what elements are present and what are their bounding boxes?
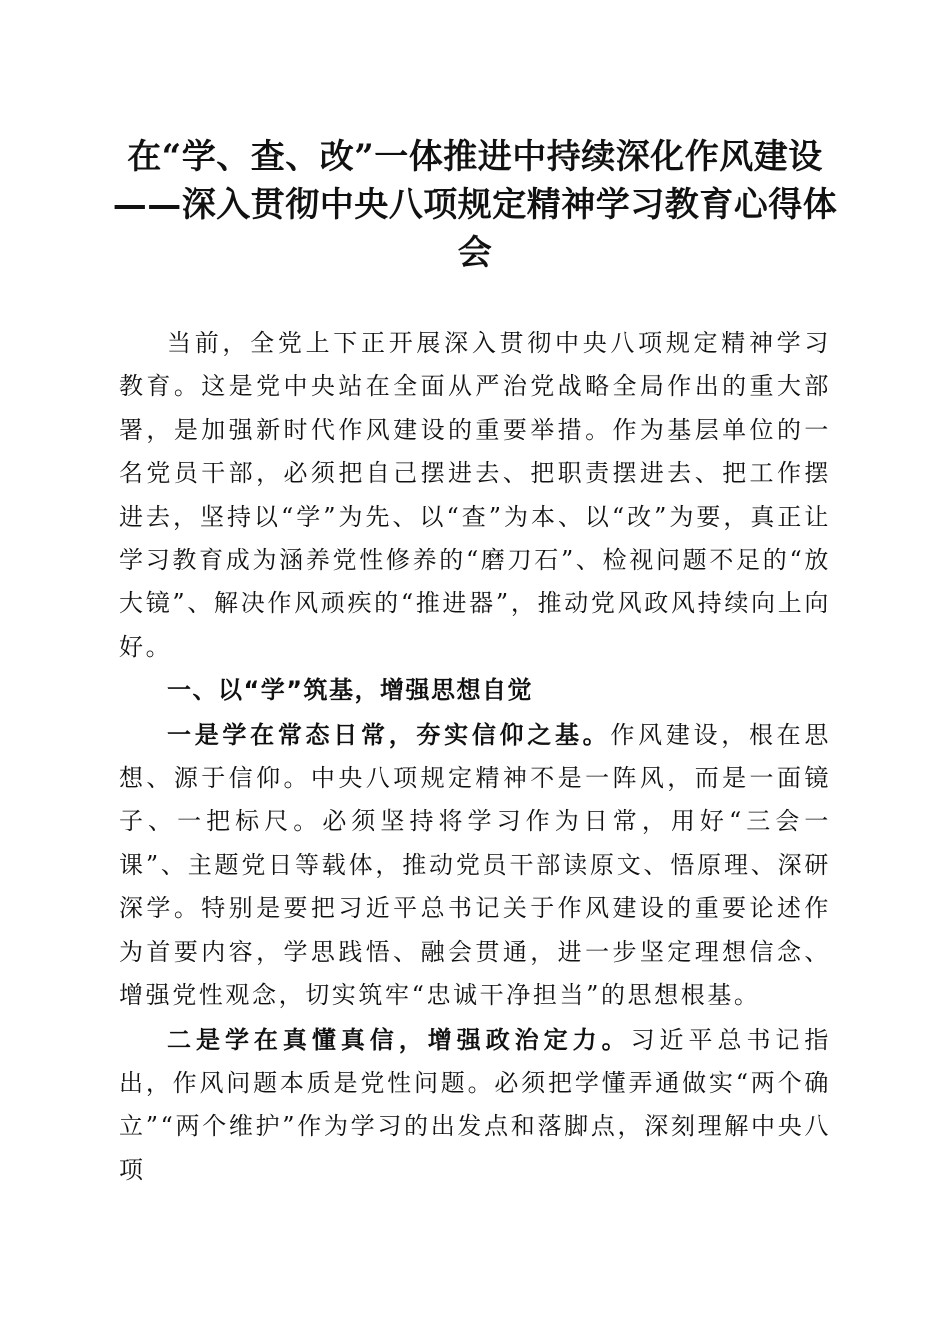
section-paragraph-2 bbox=[119, 1018, 831, 1193]
paragraph-text: 作风建设，根在思想、源于信仰。中央八项规定精神不是一阵风，而是一面镜子、一把标尺。必须坚持将学习作为日常，用好“三会一课”、主题党日等载体，推动党员干部读原文、悟原理、深研深学。特别是要把习近平总书记关于作风建设的重要论述作为首要内容，学思践悟、融会贯通，进一步坚定理想信念、增强党性观念，切实筑牢“忠诚干净担当”的思想根基。 bbox=[119, 720, 831, 1010]
paragraph-lead: 一是学在常态日常，夯实信仰之基。 bbox=[167, 719, 611, 749]
section-heading: 一、以“学”筑基，增强思想自觉 bbox=[167, 676, 534, 705]
paragraph-lead: 二是学在真懂真信，增强政治定力。 bbox=[167, 1024, 631, 1054]
section-paragraph-1 bbox=[119, 713, 831, 1018]
document-body bbox=[119, 322, 831, 1192]
intro-paragraph: 当前，全党上下正开展深入贯彻中央八项规定精神学习教育。这是党中央站在全面从严治党战略全局作出的重大部署，是加强新时代作风建设的重要举措。作为基层单位的一名党员干部，必须把自己摆进去、把职责摆进去、把工作摆进去，坚持以“学”为先、以“查”为本、以“改”为要，真正让学习教育成为涵养党性修养的“磨刀石”、检视问题不足的“放大镜”、解决作风顽疾的“推进器”，推动党风政风持续向上向好。 bbox=[119, 329, 831, 661]
document-title: 在“学、查、改”一体推进中持续深化作风建设——深入贯彻中央八项规定精神学习教育心得体会 bbox=[112, 137, 838, 273]
paragraph-text: 习近平总书记指出，作风问题本质是党性问题。必须把学懂弄通做实“两个确立”“两个维护”作为学习的出发点和落脚点，深刻理解中央八项 bbox=[119, 1025, 831, 1184]
